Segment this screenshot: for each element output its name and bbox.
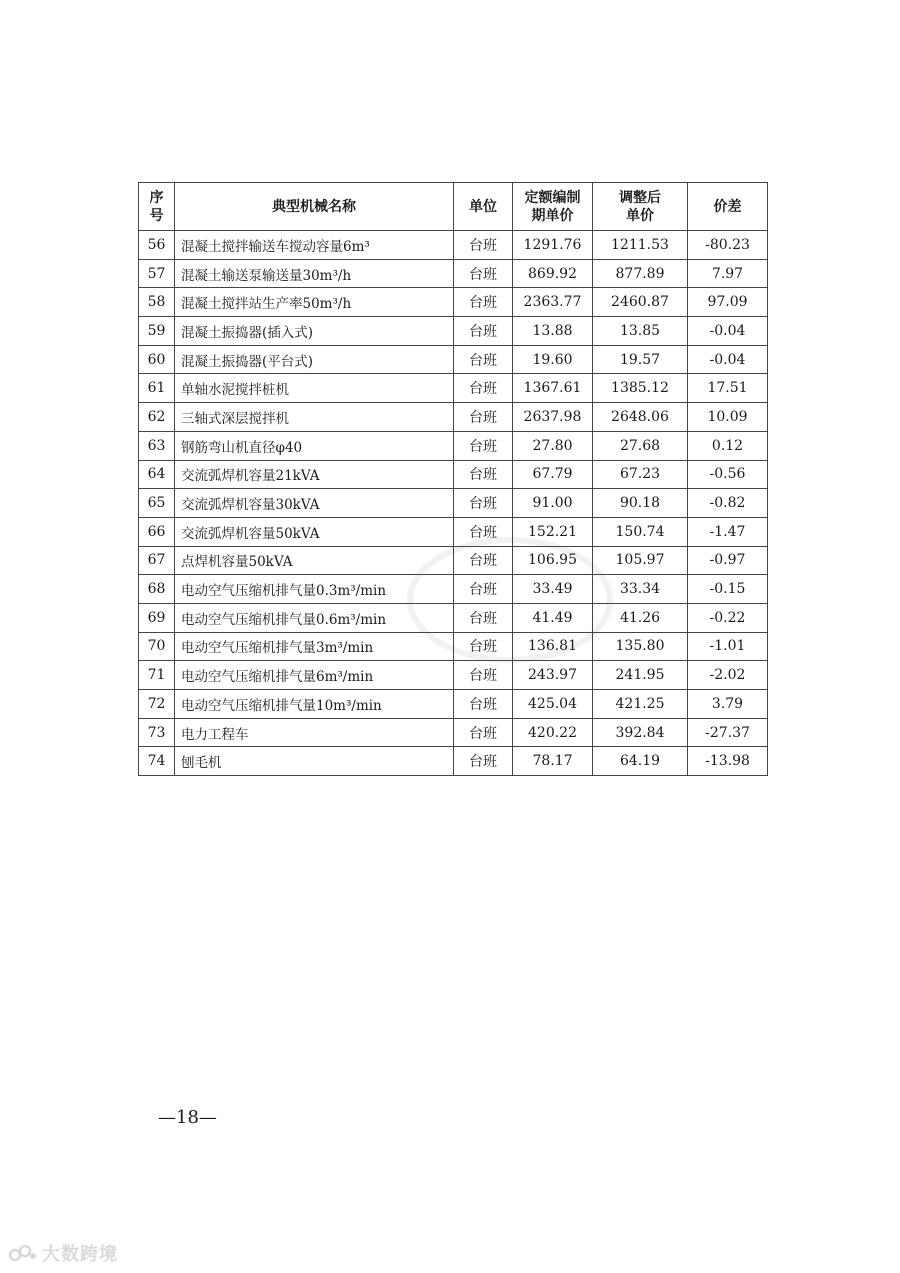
cell-difference: -0.97	[688, 546, 768, 575]
cell-unit: 台班	[454, 317, 513, 346]
cell-name: 电动空气压缩机排气量0.6m³/min	[175, 603, 454, 632]
cell-adjusted-price: 877.89	[593, 259, 688, 288]
table-row	[139, 747, 768, 776]
cell-name: 点焊机容量50kVA	[175, 546, 454, 575]
table-row	[139, 288, 768, 317]
cell-name: 电动空气压缩机排气量0.3m³/min	[175, 575, 454, 604]
cell-difference: -0.56	[688, 460, 768, 489]
cell-name: 单轴水泥搅拌桩机	[175, 374, 454, 403]
table-row	[139, 403, 768, 432]
cell-adjusted-price: 64.19	[593, 747, 688, 776]
cell-name: 电力工程车	[175, 718, 454, 747]
header-unit-label: 单位	[469, 198, 497, 215]
cell-unit: 台班	[454, 231, 513, 260]
cell-unit: 台班	[454, 603, 513, 632]
cell-adjusted-price: 2648.06	[593, 403, 688, 432]
cell-adjusted-price: 67.23	[593, 460, 688, 489]
cell-name: 混凝土输送泵输送量30m³/h	[175, 259, 454, 288]
cell-unit: 台班	[454, 575, 513, 604]
cell-seq: 73	[139, 718, 175, 747]
cell-seq: 74	[139, 747, 175, 776]
cell-unit: 台班	[454, 259, 513, 288]
header-adjusted-price-label: 调整后 单价	[619, 189, 661, 224]
cell-seq: 68	[139, 575, 175, 604]
cell-name: 混凝土振捣器(插入式)	[175, 317, 454, 346]
cell-seq: 61	[139, 374, 175, 403]
brand-logo-icon	[8, 1242, 38, 1264]
header-quota-price	[513, 183, 593, 231]
cell-difference: -0.15	[688, 575, 768, 604]
watermark	[8, 1240, 118, 1266]
cell-seq: 58	[139, 288, 175, 317]
cell-difference: 0.12	[688, 431, 768, 460]
table-row	[139, 546, 768, 575]
cell-quota-price: 33.49	[513, 575, 593, 604]
table-row	[139, 460, 768, 489]
cell-seq: 69	[139, 603, 175, 632]
cell-quota-price: 420.22	[513, 718, 593, 747]
cell-quota-price: 67.79	[513, 460, 593, 489]
cell-unit: 台班	[454, 345, 513, 374]
cell-quota-price: 13.88	[513, 317, 593, 346]
cell-difference: 97.09	[688, 288, 768, 317]
cell-adjusted-price: 421.25	[593, 690, 688, 719]
cell-name: 三轴式深层搅拌机	[175, 403, 454, 432]
cell-quota-price: 243.97	[513, 661, 593, 690]
cell-name: 混凝土振捣器(平台式)	[175, 345, 454, 374]
cell-difference: -27.37	[688, 718, 768, 747]
table-row	[139, 489, 768, 518]
cell-name: 混凝土搅拌输送车搅动容量6m³	[175, 231, 454, 260]
table-row	[139, 259, 768, 288]
table-row	[139, 231, 768, 260]
cell-adjusted-price: 2460.87	[593, 288, 688, 317]
cell-unit: 台班	[454, 718, 513, 747]
cell-name: 电动空气压缩机排气量10m³/min	[175, 690, 454, 719]
cell-adjusted-price: 90.18	[593, 489, 688, 518]
cell-difference: -0.04	[688, 317, 768, 346]
cell-adjusted-price: 1385.12	[593, 374, 688, 403]
cell-unit: 台班	[454, 489, 513, 518]
cell-name: 交流弧焊机容量21kVA	[175, 460, 454, 489]
cell-unit: 台班	[454, 288, 513, 317]
cell-unit: 台班	[454, 632, 513, 661]
cell-difference: -0.04	[688, 345, 768, 374]
page-number: —18—	[158, 1107, 217, 1128]
cell-name: 交流弧焊机容量50kVA	[175, 517, 454, 546]
table-row	[139, 345, 768, 374]
table-body	[139, 231, 768, 776]
cell-quota-price: 19.60	[513, 345, 593, 374]
table-row	[139, 632, 768, 661]
table-row	[139, 661, 768, 690]
cell-seq: 71	[139, 661, 175, 690]
cell-quota-price: 2637.98	[513, 403, 593, 432]
cell-adjusted-price: 13.85	[593, 317, 688, 346]
cell-difference: -2.02	[688, 661, 768, 690]
table-row	[139, 718, 768, 747]
cell-unit: 台班	[454, 747, 513, 776]
cell-difference: 7.97	[688, 259, 768, 288]
cell-seq: 57	[139, 259, 175, 288]
table-row	[139, 603, 768, 632]
cell-quota-price: 136.81	[513, 632, 593, 661]
header-difference	[688, 183, 768, 231]
table-row	[139, 317, 768, 346]
table-row	[139, 431, 768, 460]
cell-unit: 台班	[454, 403, 513, 432]
header-seq-label: 序 号	[149, 189, 164, 224]
cell-adjusted-price: 105.97	[593, 546, 688, 575]
cell-seq: 59	[139, 317, 175, 346]
cell-difference: 17.51	[688, 374, 768, 403]
cell-quota-price: 2363.77	[513, 288, 593, 317]
cell-seq: 70	[139, 632, 175, 661]
table-header-row	[139, 183, 768, 231]
cell-adjusted-price: 41.26	[593, 603, 688, 632]
cell-seq: 72	[139, 690, 175, 719]
cell-seq: 67	[139, 546, 175, 575]
cell-difference: -0.82	[688, 489, 768, 518]
cell-adjusted-price: 1211.53	[593, 231, 688, 260]
cell-quota-price: 41.49	[513, 603, 593, 632]
cell-difference: 3.79	[688, 690, 768, 719]
machinery-price-table	[138, 182, 768, 776]
cell-quota-price: 106.95	[513, 546, 593, 575]
cell-quota-price: 1367.61	[513, 374, 593, 403]
cell-seq: 60	[139, 345, 175, 374]
header-name-label: 典型机械名称	[272, 198, 356, 215]
cell-difference: -80.23	[688, 231, 768, 260]
cell-difference: -1.47	[688, 517, 768, 546]
header-adjusted-price	[593, 183, 688, 231]
cell-adjusted-price: 19.57	[593, 345, 688, 374]
cell-seq: 65	[139, 489, 175, 518]
cell-unit: 台班	[454, 517, 513, 546]
cell-name: 混凝土搅拌站生产率50m³/h	[175, 288, 454, 317]
cell-quota-price: 869.92	[513, 259, 593, 288]
cell-name: 刨毛机	[175, 747, 454, 776]
cell-adjusted-price: 135.80	[593, 632, 688, 661]
cell-name: 交流弧焊机容量30kVA	[175, 489, 454, 518]
cell-seq: 63	[139, 431, 175, 460]
header-unit	[454, 183, 513, 231]
cell-adjusted-price: 241.95	[593, 661, 688, 690]
cell-unit: 台班	[454, 374, 513, 403]
cell-adjusted-price: 150.74	[593, 517, 688, 546]
cell-quota-price: 27.80	[513, 431, 593, 460]
table-row	[139, 575, 768, 604]
cell-unit: 台班	[454, 690, 513, 719]
cell-name: 电动空气压缩机排气量3m³/min	[175, 632, 454, 661]
cell-adjusted-price: 33.34	[593, 575, 688, 604]
table-row	[139, 374, 768, 403]
cell-seq: 64	[139, 460, 175, 489]
header-name	[175, 183, 454, 231]
cell-seq: 66	[139, 517, 175, 546]
cell-difference: 10.09	[688, 403, 768, 432]
header-seq	[139, 183, 175, 231]
cell-unit: 台班	[454, 546, 513, 575]
cell-adjusted-price: 27.68	[593, 431, 688, 460]
header-difference-label: 价差	[713, 198, 742, 215]
header-quota-price-label: 定额编制 期单价	[524, 189, 581, 224]
cell-quota-price: 91.00	[513, 489, 593, 518]
cell-unit: 台班	[454, 431, 513, 460]
table-row	[139, 517, 768, 546]
cell-seq: 62	[139, 403, 175, 432]
cell-quota-price: 78.17	[513, 747, 593, 776]
cell-difference: -13.98	[688, 747, 768, 776]
cell-name: 钢筋弯山机直径φ40	[175, 431, 454, 460]
watermark-text: 大数跨境	[42, 1244, 118, 1265]
cell-difference: -1.01	[688, 632, 768, 661]
cell-quota-price: 425.04	[513, 690, 593, 719]
cell-adjusted-price: 392.84	[593, 718, 688, 747]
table-row	[139, 690, 768, 719]
cell-quota-price: 1291.76	[513, 231, 593, 260]
cell-quota-price: 152.21	[513, 517, 593, 546]
cell-unit: 台班	[454, 661, 513, 690]
cell-name: 电动空气压缩机排气量6m³/min	[175, 661, 454, 690]
cell-seq: 56	[139, 231, 175, 260]
cell-difference: -0.22	[688, 603, 768, 632]
cell-unit: 台班	[454, 460, 513, 489]
